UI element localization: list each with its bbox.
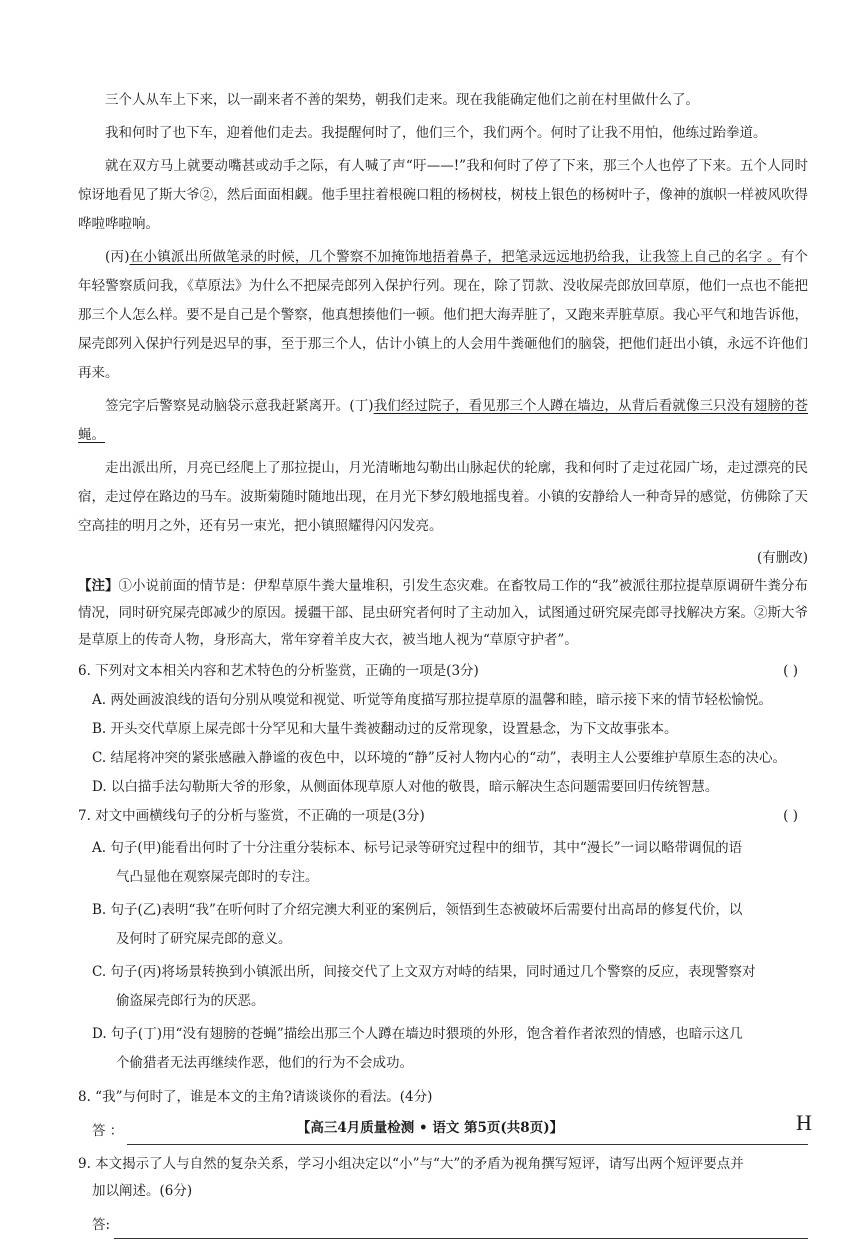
passage-paragraph: 我和何时了也下车，迎着他们走去。我提醒何时了，他们三个，我们两个。何时了让我不用怕，他练过跆拳道。	[105, 125, 767, 141]
question-7-stem	[78, 803, 808, 830]
answer-blank[interactable]	[114, 1220, 808, 1239]
option-7b	[78, 896, 808, 954]
option-6d: D. 以白描手法勾勒斯大爷的形象，从侧面体现草原人对他的敬畏，暗示解决生态问题需要回归传统智慧。	[92, 779, 719, 795]
annotation-note	[78, 573, 808, 654]
option-line: B. 句子(乙)表明“我”在听何时了介绍完澳大利亚的案例后，领悟到生态被破坏后需要付出高昂的修复代价，以	[92, 902, 743, 918]
option-7a	[78, 834, 808, 892]
option-line: D. 句子(丁)用“没有翅膀的苍蝇”描绘出那三个人蹲在墙边时猥琐的外形，饱含着作者浓烈的情感，也暗示这几	[92, 1026, 743, 1042]
passage-text: 有个年轻警察质问我，《草原法》为什么不把屎壳郎列入保护行列。现在，除了罚款、没收屎壳郎放回草原，他们一点也不能把那三个人怎么样。要不是自己是个警察，他真想揍他们一顿。他们把大海弄脏了，又跑来弄脏草原。我心平气和地告诉他，屎壳郎列入保护行列是迟早的事，至于那三个人，估计小镇上的人会用牛粪砸他们的脑袋，把他们赶出小镇，永远不许他们再来。	[78, 249, 808, 381]
option-6b: B. 开头交代草原上屎壳郎十分罕见和大量牛粪被翻动过的反常现象，设置悬念，为下文故事张本。	[92, 721, 678, 737]
passage-paragraph: 就在双方马上就要动嘴甚或动手之际，有人喊了声“吁——!”我和何时了停了下来，那三个人也停了下来。五个人同时惊讶地看见了斯大爷②，然后面面相觑。他手里拄着根碗口粗的杨树枝，树枝上银色的杨树叶子，像神的旗帜一样被风吹得哗啦哗啦响。	[78, 158, 808, 232]
question-text: 7. 对文中画横线句子的分析与鉴赏，不正确的一项是(3分)	[78, 808, 425, 824]
option-6c: C. 结尾将冲突的紧张感融入静谧的夜色中，以环境的“静”反衬人物内心的“动”，表明主人公要维护草原生态的决心。	[92, 750, 787, 766]
option-line: 及何时了研究屎壳郎的意义。	[116, 931, 292, 947]
option-line: 气凸显他在观察屎壳郎时的专注。	[116, 869, 319, 885]
underlined-sentence-bing: 在小镇派出所做笔录的时候，几个警察不加掩饰地捂着鼻子，把笔录远远地扔给我，让我签上自己的名字 。	[129, 249, 781, 265]
answer-label: 答:	[92, 1217, 111, 1233]
option-6a: A. 两处画波浪线的语句分别从嗅觉和视觉、听觉等角度描写那拉提草原的温馨和睦，暗示接下来的情节轻松愉悦。	[92, 692, 772, 708]
page-footer: 【高三4月质量检测 • 语文 第5页(共8页)】	[296, 1120, 564, 1136]
question-6-stem	[78, 658, 808, 685]
passage-paragraph: 走出派出所，月亮已经爬上了那拉提山，月光清晰地勾勒出山脉起伏的轮廓，我和何时了走过花园广场，走过漂亮的民宿，走过停在路边的马车。波斯菊随时随地出现，在月光下梦幻般地摇曳着。小镇的安静给人一种奇异的感觉，仿佛除了天空高挂的明月之外，还有另一束光，把小镇照耀得闪闪发亮。	[78, 460, 808, 534]
sentence-label-bing: (丙)	[105, 249, 130, 265]
passage-paragraph-ding	[78, 392, 808, 450]
option-line: A. 句子(甲)能看出何时了十分注重分装标本、标号记录等研究过程中的细节，其中“漫长”一词以略带调侃的语	[92, 840, 743, 856]
option-line: C. 句子(丙)将场景转换到小镇派出所，间接交代了上文双方对峙的结果，同时通过几个警察的反应，表现警察对	[92, 964, 756, 980]
question-9-stem	[78, 1151, 808, 1205]
option-line: 偷盗屎壳郎行为的厌恶。	[116, 993, 265, 1009]
option-7d	[78, 1020, 808, 1078]
underlined-sentence-ding: 我们经过院子，看见那三个人蹲在墙边，从背后看就像三只没有翅膀的苍蝇。	[78, 398, 808, 443]
answer-label: 答 ：	[92, 1123, 124, 1139]
question-text: 加以阐述。(6分)	[92, 1183, 193, 1199]
passage-paragraph-bing	[78, 243, 808, 388]
option-7c	[78, 958, 808, 1016]
option-line: 个偷猎者无法再继续作恶，他们的行为不会成功。	[116, 1055, 413, 1071]
answer-line-9[interactable]	[78, 1211, 808, 1239]
passage-paragraph: 三个人从车上下来，以一副来者不善的架势，朝我们走来。现在我能确定他们之前在村里做什么了。	[105, 92, 699, 108]
question-text: 9. 本文揭示了人与自然的复杂关系，学习小组决定以“小”与“大”的矛盾为视角撰写短评，请写出两个短评要点并	[78, 1156, 744, 1172]
source-note: (有删改)	[756, 550, 808, 566]
version-mark: H	[796, 1110, 812, 1135]
exam-page	[78, 86, 808, 1241]
note-tag: 【注】	[78, 578, 119, 594]
answer-parentheses: ( )	[783, 808, 798, 824]
question-text: 6. 下列对文本相关内容和艺术特色的分析鉴赏，正确的一项是(3分)	[78, 663, 479, 679]
answer-parentheses: ( )	[783, 663, 798, 679]
question-8-stem: 8. “我”与何时了，谁是本文的主角?请谈谈你的看法。(4分)	[78, 1089, 433, 1105]
passage-text: 签完字后警察晃动脑袋示意我赶紧离开。(丁)	[105, 398, 374, 414]
note-text: ①小说前面的情节是：伊犁草原牛粪大量堆积，引发生态灾难。在畜牧局工作的“我”被派往那拉提草原调研牛粪分布情况，同时研究屎壳郎减少的原因。援疆干部、昆虫研究者何时了主动加入，试图通过研究屎壳郎寻找解决方案。②斯大爷是草原上的传奇人物，身形高大，常年穿着羊皮大衣，被当地人视为“草原守护者”。	[78, 578, 808, 648]
